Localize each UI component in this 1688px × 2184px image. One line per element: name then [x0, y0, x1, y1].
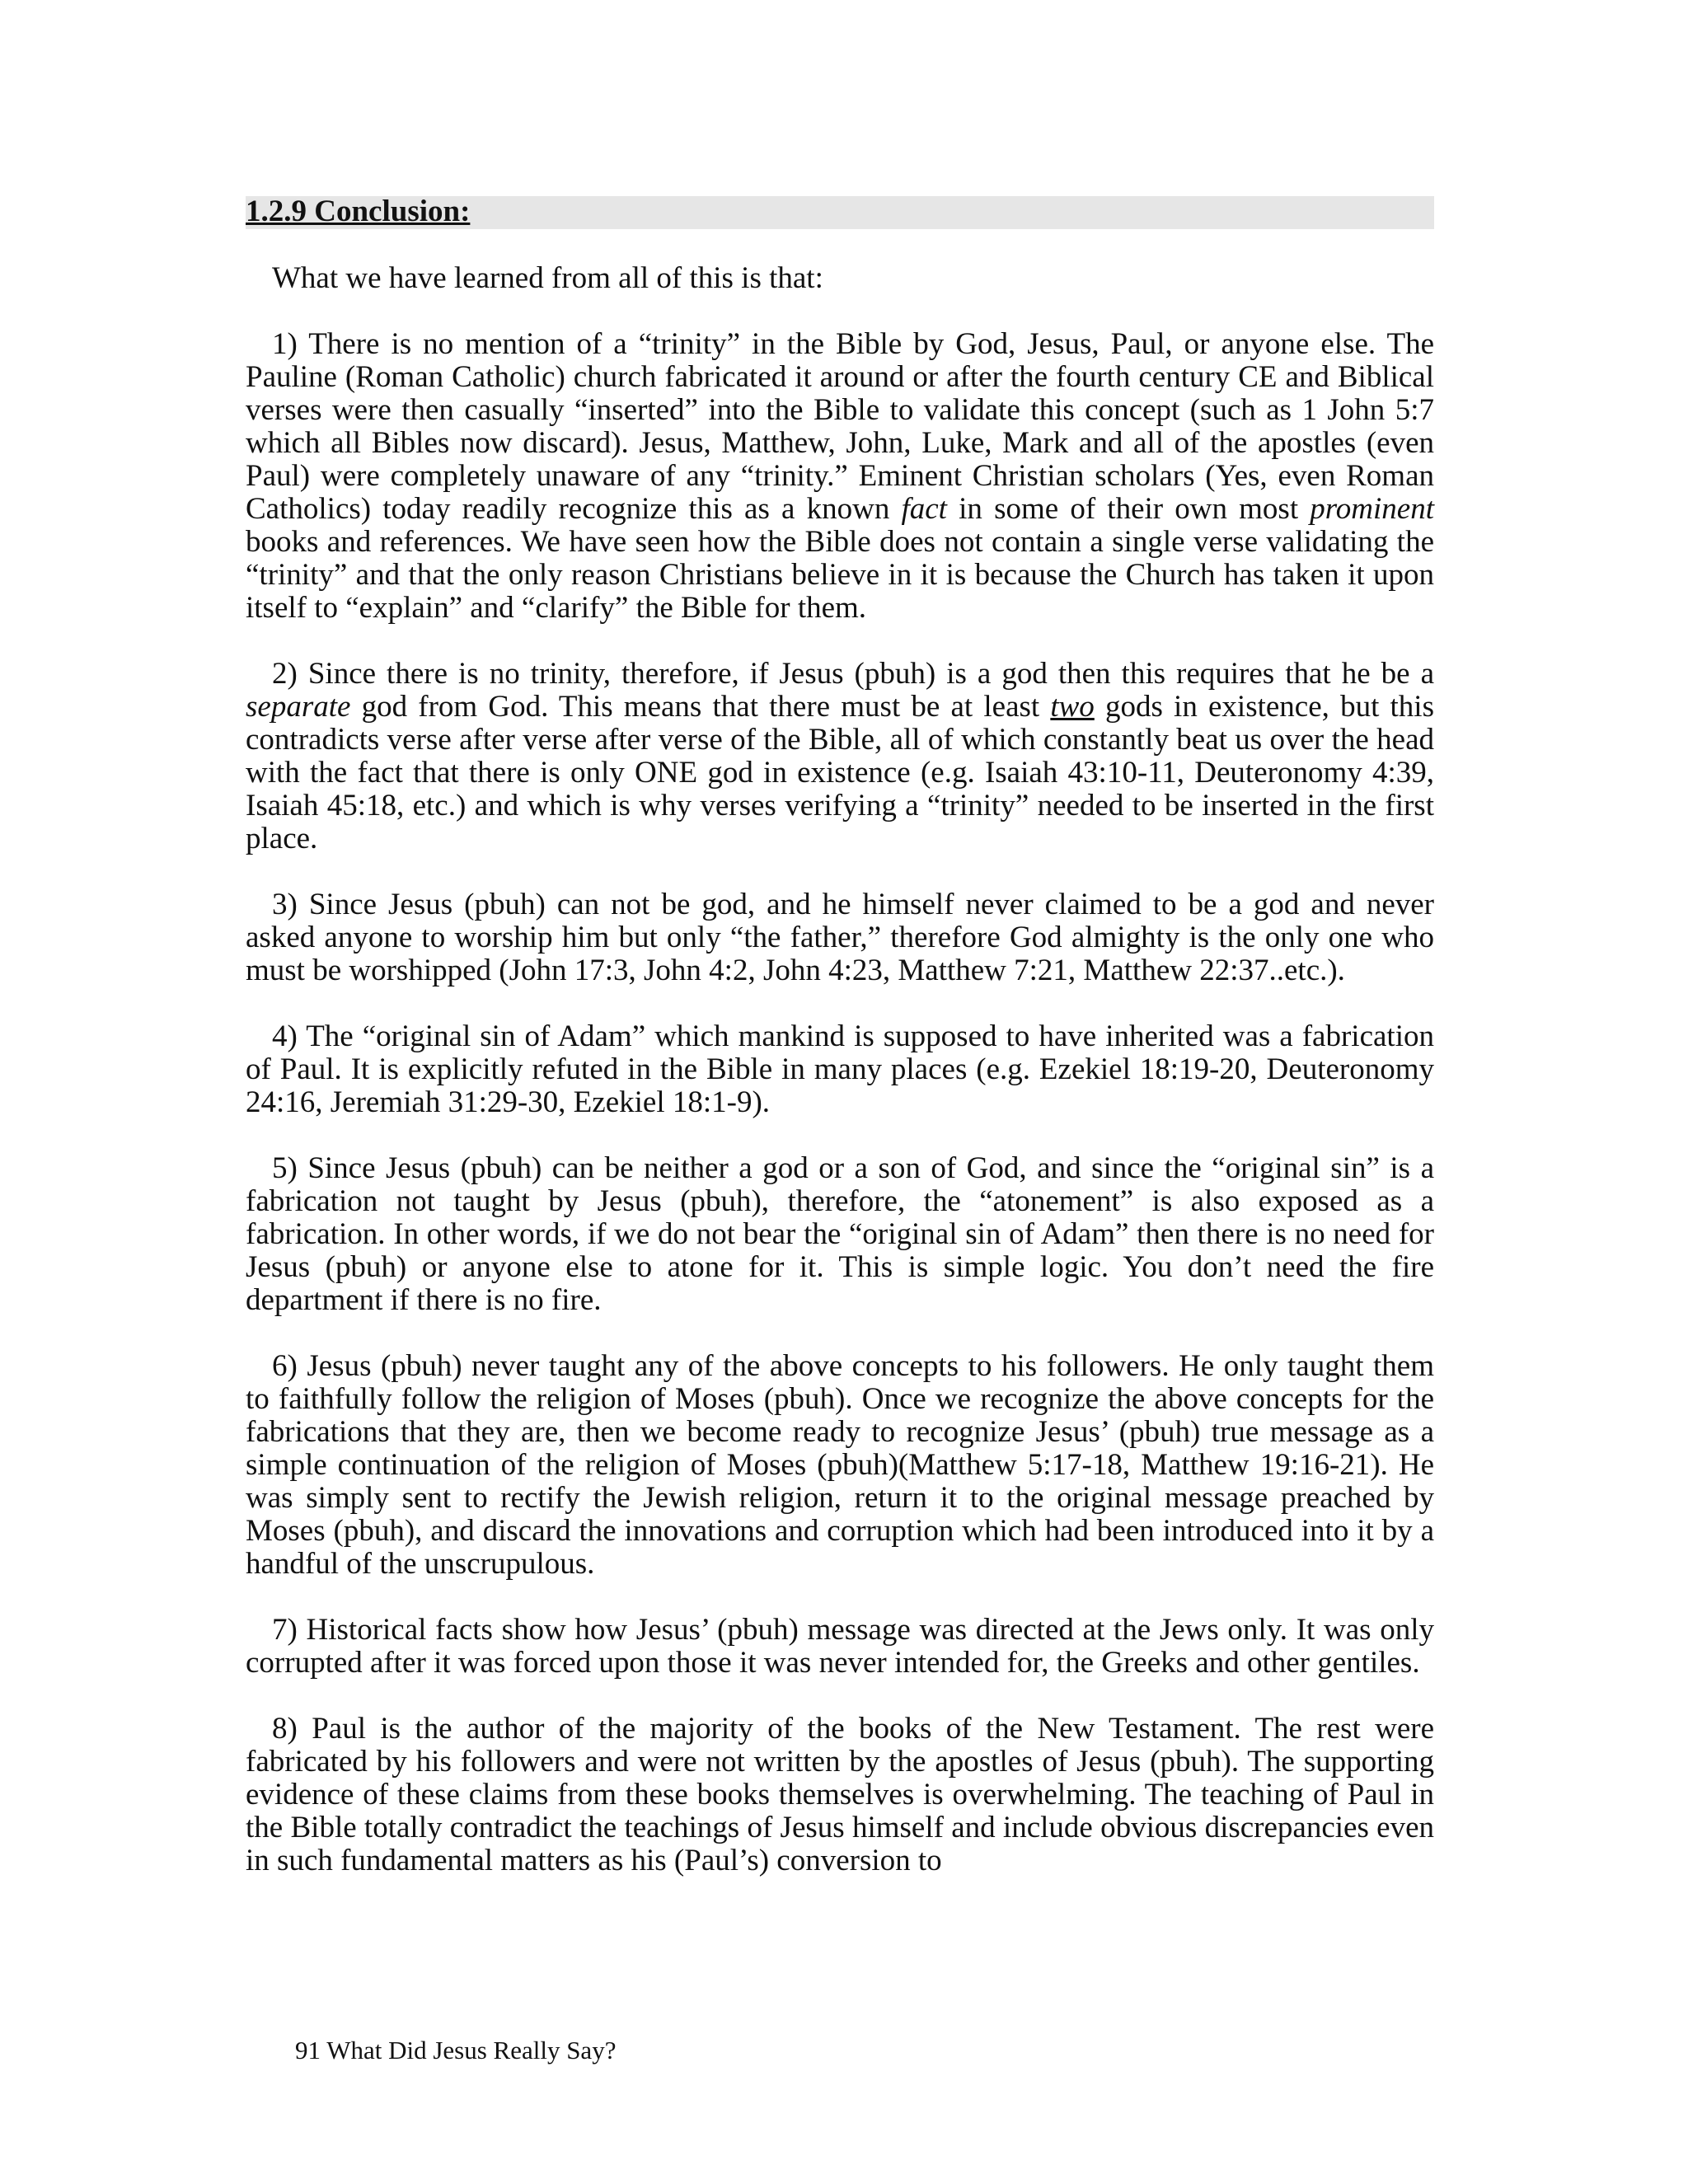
conclusion-point	[246, 888, 1434, 987]
point-text: Jesus (pbuh) never taught any of the above concepts to his followers. He only taught them to faithfully follow the religion of Moses (pbuh). Once we recognize the above concepts for the fabrications that they are, then we become ready to recognize Jesus’ (pbuh) true message as a simple continuation of the religion of Moses (pbuh)(Matthew 5:17-18, Matthew 19:16-21). He was simply sent to rectify the Jewish religion, return it to the original message preached by Moses (pbuh), and discard the innovations and corruption which had been introduced into it by a handful of the unscrupulous.	[246, 1349, 1435, 1581]
point-text: prominent	[1310, 492, 1434, 526]
point-text: separate	[246, 690, 351, 724]
page-footer: 91 What Did Jesus Really Say?	[295, 2036, 617, 2064]
point-text: books and references. We have seen how the Bible does not contain a single verse validating the “trinity” and that the only reason Christians believe in it is because the Church has taken it upon itself to “explain” and “clarify” the Bible for them.	[246, 525, 1434, 625]
point-text: Since Jesus (pbuh) can be neither a god or a son of God, and since the “original sin” is a fabrication not taught by Jesus (pbuh), therefore, the “atonement” is also exposed as a fabrication. In other words, if we do not bear the “original sin of Adam” then there is no need for Jesus (pbuh) or anyone else to atone for it. This is simple logic. You don’t need the fire department if there is no fire.	[246, 1151, 1434, 1317]
point-number: 5)	[272, 1151, 298, 1185]
conclusion-point	[246, 328, 1434, 625]
point-text: in some of their own most	[946, 492, 1311, 526]
conclusion-point	[246, 1614, 1434, 1680]
body-text	[246, 262, 1434, 1877]
point-text: god from God. This means that there must be at least	[350, 690, 1051, 724]
conclusion-point	[246, 1152, 1434, 1317]
point-text: There is no mention of a “trinity” in the Bible by God, Jesus, Paul, or anyone else. The Pauline (Roman Catholic) church fabricated it around or after the fourth century CE and Biblical verses were then casually “inserted” into the Bible to validate this concept (such as 1 John 5:7 which all Bibles now discard). Jesus, Matthew, John, Luke, Mark and all of the apostles (even Paul) were completely unaware of any “trinity.” Eminent Christian scholars (Yes, even Roman Catholics) today readily recognize this as a known	[246, 327, 1434, 526]
section-heading: 1.2.9 Conclusion:	[246, 194, 471, 228]
conclusion-point	[246, 1713, 1434, 1877]
intro-paragraph: What we have learned from all of this is that:	[272, 261, 823, 295]
point-number: 6)	[272, 1349, 298, 1383]
conclusion-point	[246, 658, 1434, 855]
point-number: 7)	[272, 1613, 298, 1647]
point-text: The “original sin of Adam” which mankind is supposed to have inherited was a fabrication of Paul. It is explicitly refuted in the Bible in many places (e.g. Ezekiel 18:19-20, Deuteronomy 24:16, Jeremiah 31:29-30, Ezekiel 18:1-9).	[246, 1019, 1434, 1119]
point-number: 8)	[272, 1712, 298, 1746]
point-text: Historical facts show how Jesus’ (pbuh) message was directed at the Jews only. It was only corrupted after it was forced upon those it was never intended for, the Greeks and other gentiles.	[246, 1613, 1435, 1680]
point-text: Since there is no trinity, therefore, if Jesus (pbuh) is a god then this requires that he be a	[307, 657, 1434, 691]
point-text: Paul is the author of the majority of the books of the New Testament. The rest were fabricated by his followers and were not written by the apostles of Jesus (pbuh). The supporting evidence of these claims from these books themselves is overwhelming. The teaching of Paul in the Bible totally contradict the teachings of Jesus himself and include obvious discrepancies even in such fundamental matters as his (Paul’s) conversion to	[246, 1712, 1434, 1877]
point-number: 4)	[272, 1019, 298, 1053]
point-number: 3)	[272, 888, 298, 921]
point-text: fact	[901, 492, 947, 526]
conclusion-point	[246, 1350, 1434, 1581]
point-text: gods in existence, but this contradicts verse after verse after verse of the Bible, all of which constantly beat us over the head with the fact that there is only ONE god in existence (e.g. Isaiah 43:10-11, Deuteronomy 4:39, Isaiah 45:18, etc.) and which is why verses verifying a “trinity” needed to be inserted in the first place.	[246, 690, 1434, 855]
point-number: 2)	[272, 657, 298, 691]
conclusion-list	[246, 328, 1434, 1877]
point-number: 1)	[272, 327, 298, 361]
point-text: two	[1050, 690, 1095, 724]
point-text: Since Jesus (pbuh) can not be god, and he himself never claimed to be a god and never asked anyone to worship him but only “the father,” therefore God almighty is the only one who must be worshipped (John 17:3, John 4:2, John 4:23, Matthew 7:21, Matthew 22:37..etc.).	[246, 888, 1435, 987]
conclusion-point	[246, 1020, 1434, 1119]
